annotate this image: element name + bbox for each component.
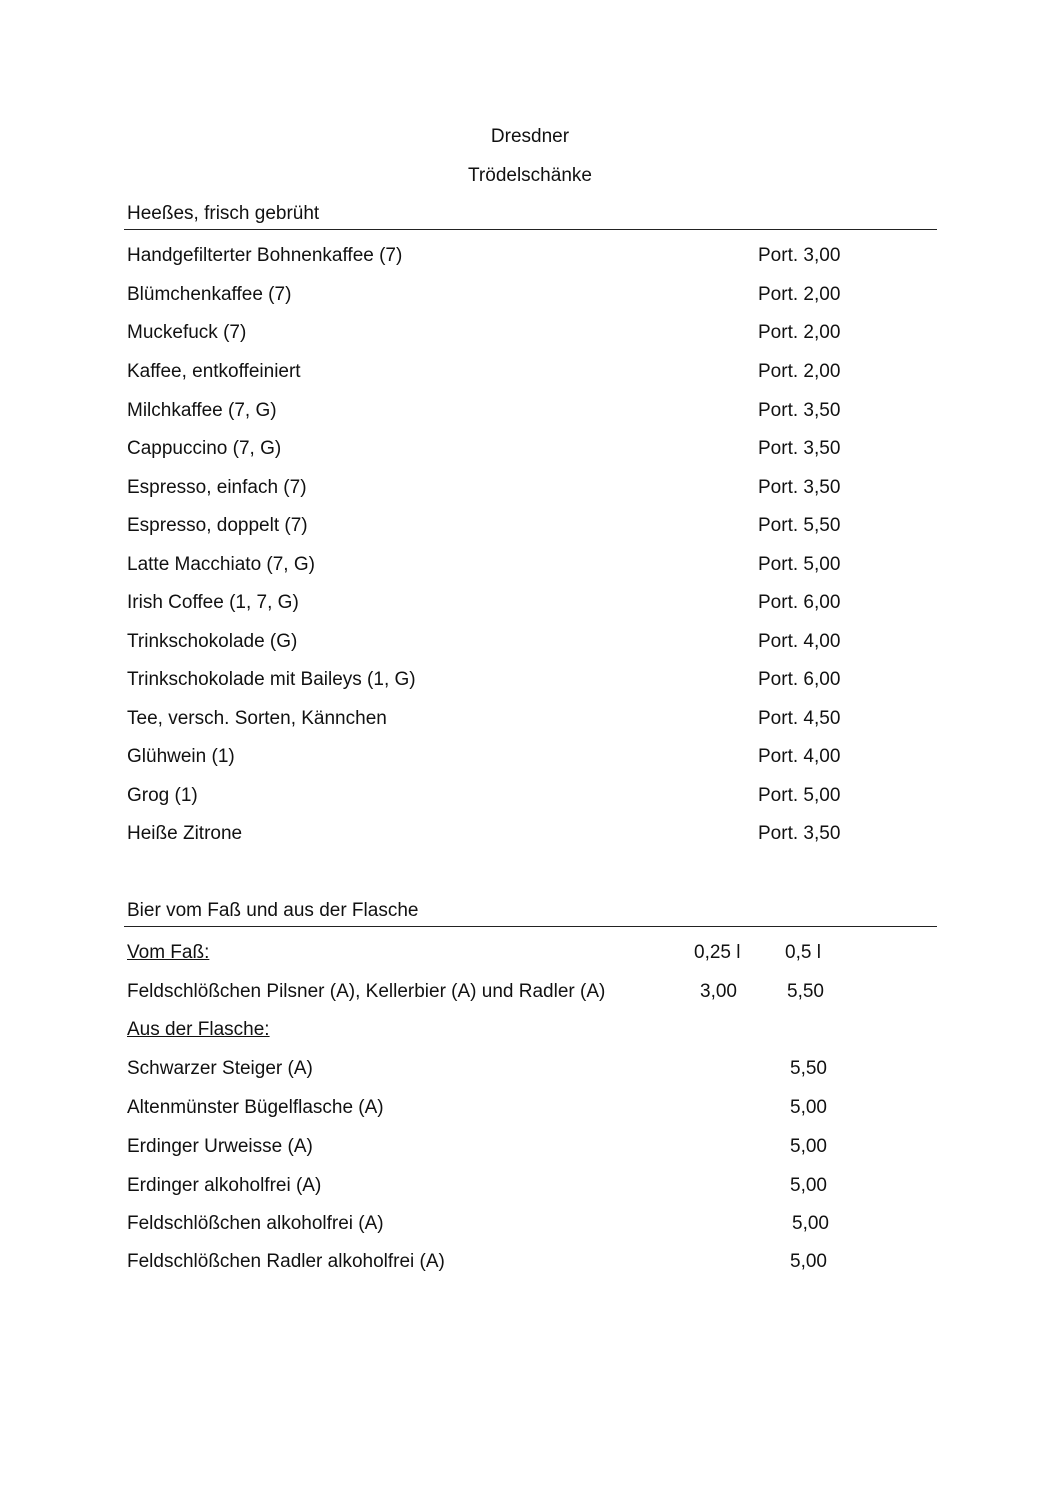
menu-item-price: Port. 4,00 <box>758 746 841 767</box>
menu-item-price: Port. 3,50 <box>758 438 841 459</box>
bottle-label: Aus der Flasche: <box>127 1019 270 1040</box>
bottle-item-price: 5,00 <box>790 1097 827 1118</box>
draft-label: Vom Faß: <box>127 942 210 963</box>
bottle-item-price: 5,00 <box>792 1213 829 1234</box>
size-large-header: 0,5 l <box>785 942 821 963</box>
menu-item-name: Trinkschokolade mit Baileys (1, G) <box>127 669 416 690</box>
menu-item-price: Port. 4,00 <box>758 631 841 652</box>
menu-item-price: Port. 6,00 <box>758 669 841 690</box>
menu-item-name: Heiße Zitrone <box>127 823 243 844</box>
menu-item-name: Handgefilterter Bohnenkaffee (7) <box>127 245 403 266</box>
menu-item-price: Port. 5,00 <box>758 554 841 575</box>
menu-item-name: Grog (1) <box>127 785 198 806</box>
menu-item-name: Blümchenkaffee (7) <box>127 284 292 305</box>
menu-item-name: Glühwein (1) <box>127 746 235 767</box>
menu-item-price: Port. 2,00 <box>758 361 841 382</box>
size-small-header: 0,25 l <box>694 942 741 963</box>
bottle-item-name: Altenmünster Bügelflasche (A) <box>127 1097 384 1118</box>
bottle-item-price: 5,00 <box>790 1175 827 1196</box>
menu-item-price: Port. 4,50 <box>758 708 841 729</box>
bottle-item-name: Feldschlößchen alkoholfrei (A) <box>127 1213 384 1234</box>
bottle-item-name: Erdinger Urweisse (A) <box>127 1136 313 1157</box>
draft-item-price-large: 5,50 <box>787 981 824 1002</box>
draft-item-price-small: 3,00 <box>700 981 737 1002</box>
menu-item-name: Espresso, doppelt (7) <box>127 515 308 536</box>
menu-item-price: Port. 5,50 <box>758 515 841 536</box>
bottle-item-price: 5,00 <box>790 1251 827 1272</box>
bottle-item-name: Erdinger alkoholfrei (A) <box>127 1175 322 1196</box>
menu-item-price: Port. 3,50 <box>758 823 841 844</box>
bottle-item-name: Schwarzer Steiger (A) <box>127 1058 313 1079</box>
menu-item-name: Milchkaffee (7, G) <box>127 400 277 421</box>
menu-item-price: Port. 3,50 <box>758 477 841 498</box>
bottle-item-price: 5,00 <box>790 1136 827 1157</box>
draft-item-name: Feldschlößchen Pilsner (A), Kellerbier (A) und Radler (A) <box>127 981 606 1002</box>
menu-item-name: Cappuccino (7, G) <box>127 438 282 459</box>
menu-item-price: Port. 5,00 <box>758 785 841 806</box>
menu-item-price: Port. 2,00 <box>758 284 841 305</box>
menu-item-name: Kaffee, entkoffeiniert <box>127 361 301 382</box>
bottle-item-price: 5,50 <box>790 1058 827 1079</box>
hot-drinks-divider <box>124 229 937 230</box>
menu-item-name: Trinkschokolade (G) <box>127 631 298 652</box>
bottle-item-name: Feldschlößchen Radler alkoholfrei (A) <box>127 1251 445 1272</box>
menu-item-name: Latte Macchiato (7, G) <box>127 554 315 575</box>
menu-item-price: Port. 3,00 <box>758 245 841 266</box>
beer-divider <box>124 926 937 927</box>
restaurant-name-line1: Dresdner <box>490 126 570 147</box>
menu-item-name: Irish Coffee (1, 7, G) <box>127 592 299 613</box>
menu-item-name: Tee, versch. Sorten, Kännchen <box>127 708 387 729</box>
menu-item-price: Port. 2,00 <box>758 322 841 343</box>
menu-item-price: Port. 3,50 <box>758 400 841 421</box>
restaurant-name-line2: Trödelschänke <box>468 165 592 186</box>
menu-item-price: Port. 6,00 <box>758 592 841 613</box>
beer-heading: Bier vom Faß und aus der Flasche <box>127 900 419 921</box>
menu-item-name: Muckefuck (7) <box>127 322 247 343</box>
menu-item-name: Espresso, einfach (7) <box>127 477 307 498</box>
hot-drinks-heading: Heeßes, frisch gebrüht <box>127 203 320 224</box>
